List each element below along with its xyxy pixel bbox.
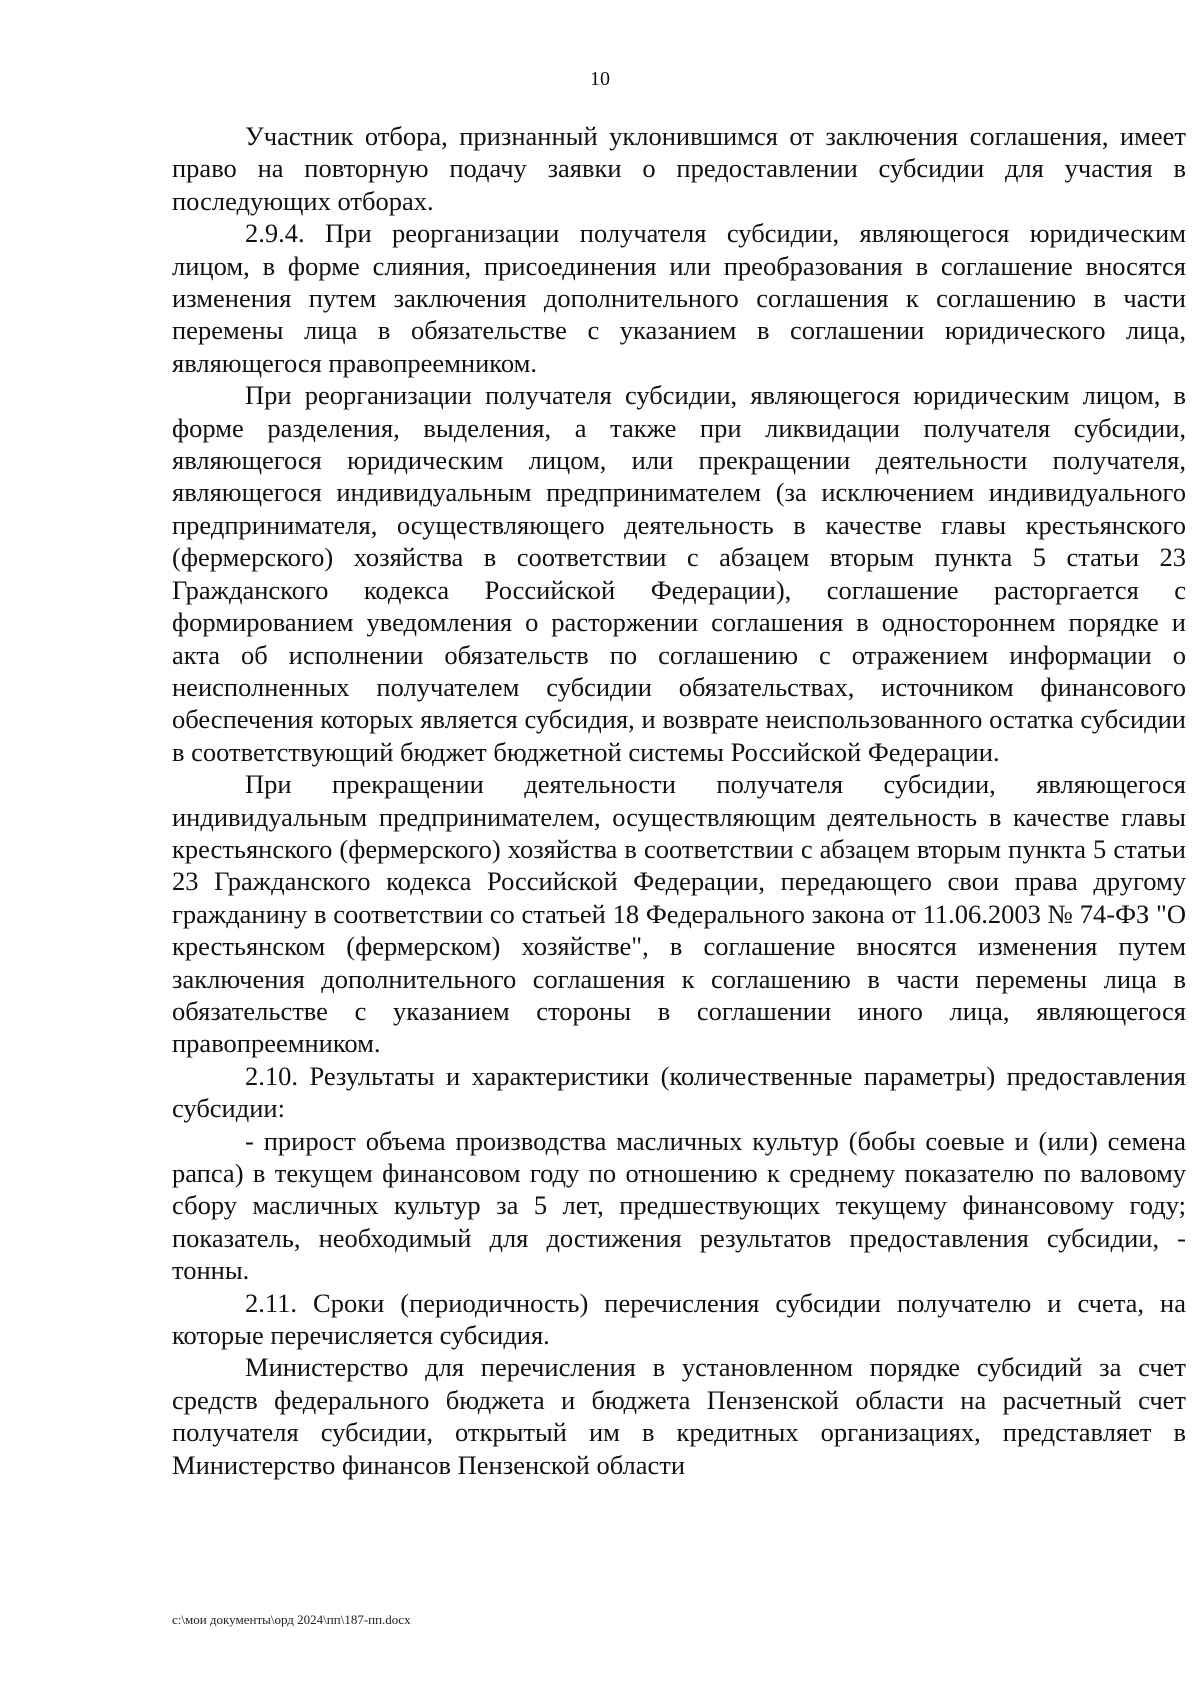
paragraph-2-9-4: 2.9.4. При реорганизации получателя субсидии, являющегося юридическим лицом, в форме слияния, присоединения или преобразования в соглашение вносятся изменения путем заключения дополнительного соглашения к соглашению в части перемены лица в обязательстве с указанием в соглашении юридического лица, являющегося правопреемником. bbox=[172, 218, 1186, 378]
paragraph-reorganization-division: При реорганизации получателя субсидии, являющегося юридическим лицом, в форме разделения, выделения, а также при ликвидации получателя субсидии, являющегося юридическим лицом, или прекращении деятельности получателя, являющегося индивидуальным предпринимателем (за исключением индивидуального предпринимателя, осуществляющего деятельность в качестве главы крестьянского (фермерского) хозяйства в соответствии с абзацем вторым пункта 5 статьи 23 Гражданского кодекса Российской Федерации), соглашение расторгается с формированием уведомления о расторжении соглашения в одностороннем порядке и акта об исполнении обязательств по соглашению с отражением информации о неисполненных получателем субсидии обязательствах, источником финансового обеспечения которых является субсидия, и возврате неиспользованного остатка субсидии в соответствующий бюджет бюджетной системы Российской Федерации. bbox=[172, 380, 1186, 767]
paragraph-ministry-transfer: Министерство для перечисления в установленном порядке субсидий за счет средств федерального бюджета и бюджета Пензенской области на расчетный счет получателя субсидии, открытый им в кредитных организациях, представляет в Министерство финансов Пензенской области bbox=[172, 1352, 1186, 1480]
document-body bbox=[172, 120, 1186, 1481]
paragraph-individual-termination: При прекращении деятельности получателя субсидии, являющегося индивидуальным предпринимателем, осуществляющим деятельность в качестве главы крестьянского (фермерского) хозяйства в соответствии с абзацем вторым пункта 5 статьи 23 Гражданского кодекса Российской Федерации, передающего свои права другому гражданину в соответствии со статьей 18 Федерального закона от 11.06.2003 № 74-ФЗ "О крестьянском (фермерском) хозяйстве", в соглашение вносятся изменения путем заключения дополнительного соглашения к соглашению в части перемены лица в обязательстве с указанием стороны в соглашении иного лица, являющегося правопреемником. bbox=[172, 769, 1186, 1059]
page-number: 10 bbox=[590, 68, 610, 90]
paragraph-result-indicator: - прирост объема производства масличных культур (бобы соевые и (или) семена рапса) в текущем финансовом году по отношению к среднему показателю по валовому сбору масличных культур за 5 лет, предшествующих текущему финансовому году; показатель, необходимый для достижения результатов предоставления субсидии, - тонны. bbox=[172, 1125, 1186, 1286]
paragraph-2-10: 2.10. Результаты и характеристики (количественные параметры) предоставления субсидии: bbox=[172, 1060, 1186, 1124]
footer-file-path: c:\мои документы\орд 2024\пп\187-пп.docx bbox=[172, 1612, 411, 1627]
paragraph-evasion-right: Участник отбора, признанный уклонившимся от заключения соглашения, имеет право на повторную подачу заявки о предоставлении субсидии для участия в последующих отборах. bbox=[172, 121, 1186, 216]
paragraph-2-11: 2.11. Сроки (периодичность) перечисления субсидии получателю и счета, на которые перечисляется субсидия. bbox=[172, 1287, 1186, 1351]
